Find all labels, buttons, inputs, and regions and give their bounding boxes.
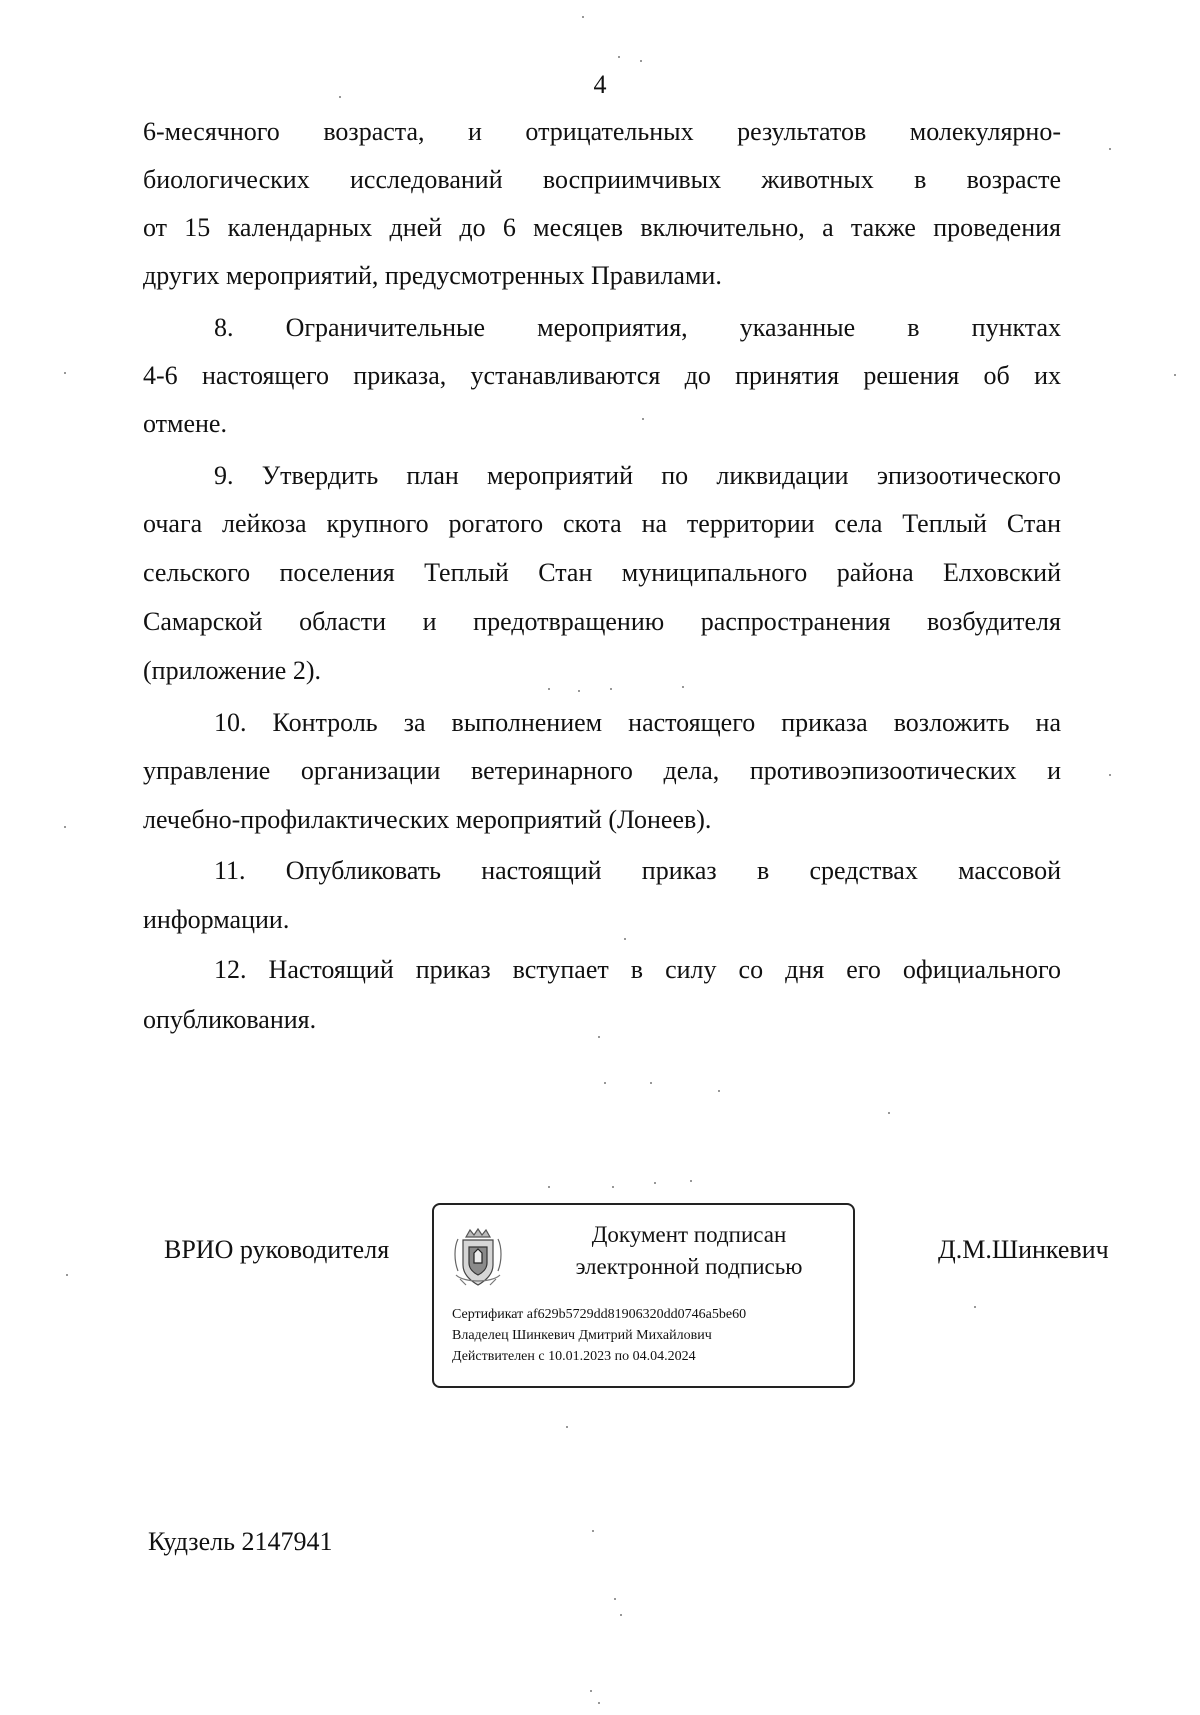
body-line: очага лейкоза крупного рогатого скота на территории села Теплый Стан (143, 509, 1061, 538)
body-line: Самарской области и предотвращению распространения возбудителя (143, 607, 1061, 636)
body-line: управление организации ветеринарного дела, противоэпизоотических и (143, 756, 1061, 785)
paragraph-10-first-line: 10. Контроль за выполнением настоящего приказа возложить на (214, 708, 1061, 737)
body-line: от 15 календарных дней до 6 месяцев включительно, а также проведения (143, 213, 1061, 242)
body-line: информации. (143, 905, 290, 934)
paragraph-11-first-line: 11. Опубликовать настоящий приказ в средствах массовой (214, 856, 1061, 885)
stamp-owner: Владелец Шинкевич Дмитрий Михайлович (452, 1328, 712, 1343)
body-line: (приложение 2). (143, 656, 322, 685)
paragraph-8-first-line: 8. Ограничительные мероприятия, указанные в пунктах (214, 313, 1061, 342)
body-line: опубликования. (143, 1005, 317, 1034)
electronic-signature-stamp (432, 1203, 855, 1388)
page-number: 4 (593, 70, 607, 99)
stamp-validity: Действителен с 10.01.2023 по 04.04.2024 (452, 1349, 696, 1364)
coat-of-arms-icon (452, 1227, 504, 1289)
signer-position-title: ВРИО руководителя (164, 1235, 390, 1264)
stamp-heading-line-1: Документ подписан (591, 1222, 787, 1247)
body-line: биологических исследований восприимчивых животных в возрасте (143, 165, 1061, 194)
body-line: отмене. (143, 409, 227, 438)
paragraph-12-first-line: 12. Настоящий приказ вступает в силу со дня его официального (214, 955, 1061, 984)
body-line: сельского поселения Теплый Стан муниципального района Елховский (143, 558, 1061, 587)
footer-note: Кудзель 2147941 (148, 1527, 333, 1556)
body-line: 4-6 настоящего приказа, устанавливаются до принятия решения об их (143, 361, 1061, 390)
stamp-heading-line-2: электронной подписью (575, 1254, 803, 1279)
paragraph-9-first-line: 9. Утвердить план мероприятий по ликвидации эпизоотического (214, 461, 1061, 490)
body-line: лечебно-профилактических мероприятий (Лонеев). (143, 805, 712, 834)
signer-name: Д.М.Шинкевич (938, 1235, 1109, 1264)
body-line: других мероприятий, предусмотренных Правилами. (143, 261, 722, 290)
stamp-certificate: Сертификат af629b5729dd81906320dd0746a5be60 (452, 1307, 747, 1322)
body-line: 6-месячного возраста, и отрицательных результатов молекулярно- (143, 117, 1061, 146)
